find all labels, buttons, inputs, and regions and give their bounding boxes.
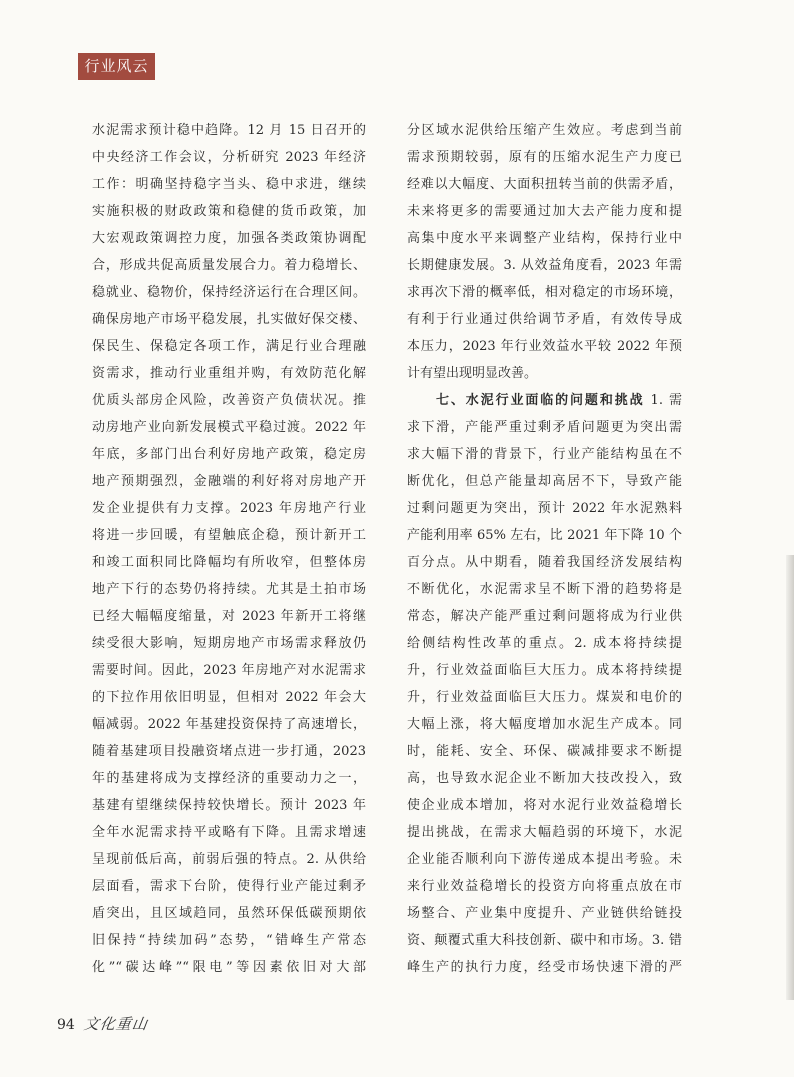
text-line: 本压力，2023 年行业效益水平较 2022 年预 bbox=[407, 339, 682, 354]
text-line: 场整合、产业集中度提升、产业链供给链投 bbox=[407, 906, 682, 921]
text-line: 求下滑，产能严重过剩矛盾问题更为突出需 bbox=[407, 420, 682, 435]
text-line: 使企业成本增加，将对水泥行业效益稳增长 bbox=[407, 798, 682, 813]
section-heading: 七、水泥行业面临的问题和挑战 bbox=[436, 393, 645, 408]
text-line: 过剩问题更为突出，预计 2022 年水泥熟料 bbox=[407, 501, 682, 516]
text-line: 水泥需求预计稳中趋降。12 月 15 日召开的 bbox=[92, 123, 366, 138]
text-line: 工作：明确坚持稳字当头、稳中求进，继续 bbox=[92, 177, 366, 192]
text-line: 基建有望继续保持较快增长。预计 2023 年 bbox=[92, 798, 366, 813]
text-line: 升，行业效益面临巨大压力。煤炭和电价的 bbox=[407, 690, 682, 705]
heading-line-text: 1. 需 bbox=[650, 393, 682, 408]
text-line: 时，能耗、安全、环保、碳减排要求不断提 bbox=[407, 744, 682, 759]
right-text-column bbox=[407, 117, 682, 981]
magazine-logo: 文化重山 bbox=[82, 1015, 150, 1033]
text-line: 化”“碳达峰”“限电”等因素依旧对大部 bbox=[92, 960, 366, 975]
text-line: 大幅上涨，将大幅度增加水泥生产成本。同 bbox=[407, 717, 682, 732]
text-line: 层面看，需求下台阶，使得行业产能过剩矛 bbox=[92, 879, 366, 894]
text-line: 旧保持“持续加码”态势，“错峰生产常态 bbox=[92, 933, 366, 948]
text-line: 求再次下滑的概率低，相对稳定的市场环境， bbox=[407, 285, 682, 300]
text-line: 给侧结构性改革的重点。2. 成本将持续提 bbox=[407, 636, 682, 651]
text-line: 优质头部房企风险，改善资产负债状况。推 bbox=[92, 393, 366, 408]
text-line: 求大幅下滑的背景下，行业产能结构虽在不 bbox=[407, 447, 682, 462]
text-line: 提出挑战，在需求大幅趋弱的环境下，水泥 bbox=[407, 825, 682, 840]
text-line: 和竣工面积同比降幅均有所收窄，但整体房 bbox=[92, 555, 366, 570]
text-line: 有利于行业通过供给调节矛盾，有效传导成 bbox=[407, 312, 682, 327]
text-line: 全年水泥需求持平或略有下降。且需求增速 bbox=[92, 825, 366, 840]
text-line: 峰生产的执行力度，经受市场快速下滑的严 bbox=[407, 960, 682, 975]
text-line: 分区域水泥供给压缩产生效应。考虑到当前 bbox=[407, 123, 682, 138]
text-line: 计有望出现明显改善。 bbox=[407, 366, 538, 381]
text-line: 产能利用率 65% 左右，比 2021 年下降 10 个 bbox=[407, 528, 682, 543]
section-tag: 行业风云 bbox=[78, 53, 155, 80]
text-line: 高，也导致水泥企业不断加大技改投入，致 bbox=[407, 771, 682, 786]
text-line: 发企业提供有力支撑。2023 年房地产行业 bbox=[92, 501, 366, 516]
text-line: 随着基建项目投融资堵点进一步打通，2023 bbox=[92, 744, 366, 759]
text-line: 未来将更多的需要通过加大去产能力度和提 bbox=[407, 204, 682, 219]
text-line: 常态，解决产能严重过剩问题将成为行业供 bbox=[407, 609, 682, 624]
text-line: 升，行业效益面临巨大压力。成本将持续提 bbox=[407, 663, 682, 678]
text-line: 地产预期强烈，金融端的利好将对房地产开 bbox=[92, 474, 366, 489]
page-edge-shadow bbox=[786, 555, 794, 1000]
text-line: 年底，多部门出台利好房地产政策，稳定房 bbox=[92, 447, 366, 462]
text-line: 需要时间。因此，2023 年房地产对水泥需求 bbox=[92, 663, 366, 678]
text-line: 盾突出，且区域趋同，虽然环保低碳预期依 bbox=[92, 906, 366, 921]
text-line: 年的基建将成为支撑经济的重要动力之一， bbox=[92, 771, 366, 786]
text-line: 经难以大幅度、大面积扭转当前的供需矛盾， bbox=[407, 177, 682, 192]
text-line: 资需求，推动行业重组并购，有效防范化解 bbox=[92, 366, 366, 381]
section-heading-line bbox=[407, 387, 682, 414]
text-line: 幅减弱。2022 年基建投资保持了高速增长， bbox=[92, 717, 366, 732]
text-line: 保民生、保稳定各项工作，满足行业合理融 bbox=[92, 339, 366, 354]
text-line: 企业能否顺利向下游传递成本提出考验。未 bbox=[407, 852, 682, 867]
text-line: 将进一步回暖，有望触底企稳，预计新开工 bbox=[92, 528, 366, 543]
text-line: 实施积极的财政政策和稳健的货币政策，加 bbox=[92, 204, 366, 219]
text-line: 的下拉作用依旧明显，但相对 2022 年会大 bbox=[92, 690, 366, 705]
left-text-column bbox=[92, 117, 366, 981]
text-line: 稳就业、稳物价，保持经济运行在合理区间。 bbox=[92, 285, 366, 300]
text-line: 确保房地产市场平稳发展，扎实做好保交楼、 bbox=[92, 312, 366, 327]
text-line: 断优化，但总产能量却高居不下，导致产能 bbox=[407, 474, 682, 489]
text-line: 长期健康发展。3. 从效益角度看，2023 年需 bbox=[407, 258, 682, 273]
text-line: 已经大幅幅度缩量，对 2023 年新开工将继 bbox=[92, 609, 366, 624]
page-number: 94 bbox=[57, 1017, 75, 1033]
text-line: 合，形成共促高质量发展合力。着力稳增长、 bbox=[92, 258, 366, 273]
text-line: 中央经济工作会议，分析研究 2023 年经济 bbox=[92, 150, 366, 165]
text-line: 不断优化，水泥需求呈不断下滑的趋势将是 bbox=[407, 582, 682, 597]
text-line: 呈现前低后高，前弱后强的特点。2. 从供给 bbox=[92, 852, 366, 867]
text-line: 动房地产业向新发展模式平稳过渡。2022 年 bbox=[92, 420, 366, 435]
text-line: 来行业效益稳增长的投资方向将重点放在市 bbox=[407, 879, 682, 894]
text-line: 需求预期较弱，原有的压缩水泥生产力度已 bbox=[407, 150, 682, 165]
text-line: 资、颠覆式重大科技创新、碳中和市场。3. 错 bbox=[407, 933, 682, 948]
text-line: 大宏观政策调控力度，加强各类政策协调配 bbox=[92, 231, 366, 246]
text-line: 高集中度水平来调整产业结构，保持行业中 bbox=[407, 231, 682, 246]
text-line: 续受很大影响，短期房地产市场需求释放仍 bbox=[92, 636, 366, 651]
text-line: 地产下行的态势仍将持续。尤其是土拍市场 bbox=[92, 582, 366, 597]
text-line: 百分点。从中期看，随着我国经济发展结构 bbox=[407, 555, 682, 570]
